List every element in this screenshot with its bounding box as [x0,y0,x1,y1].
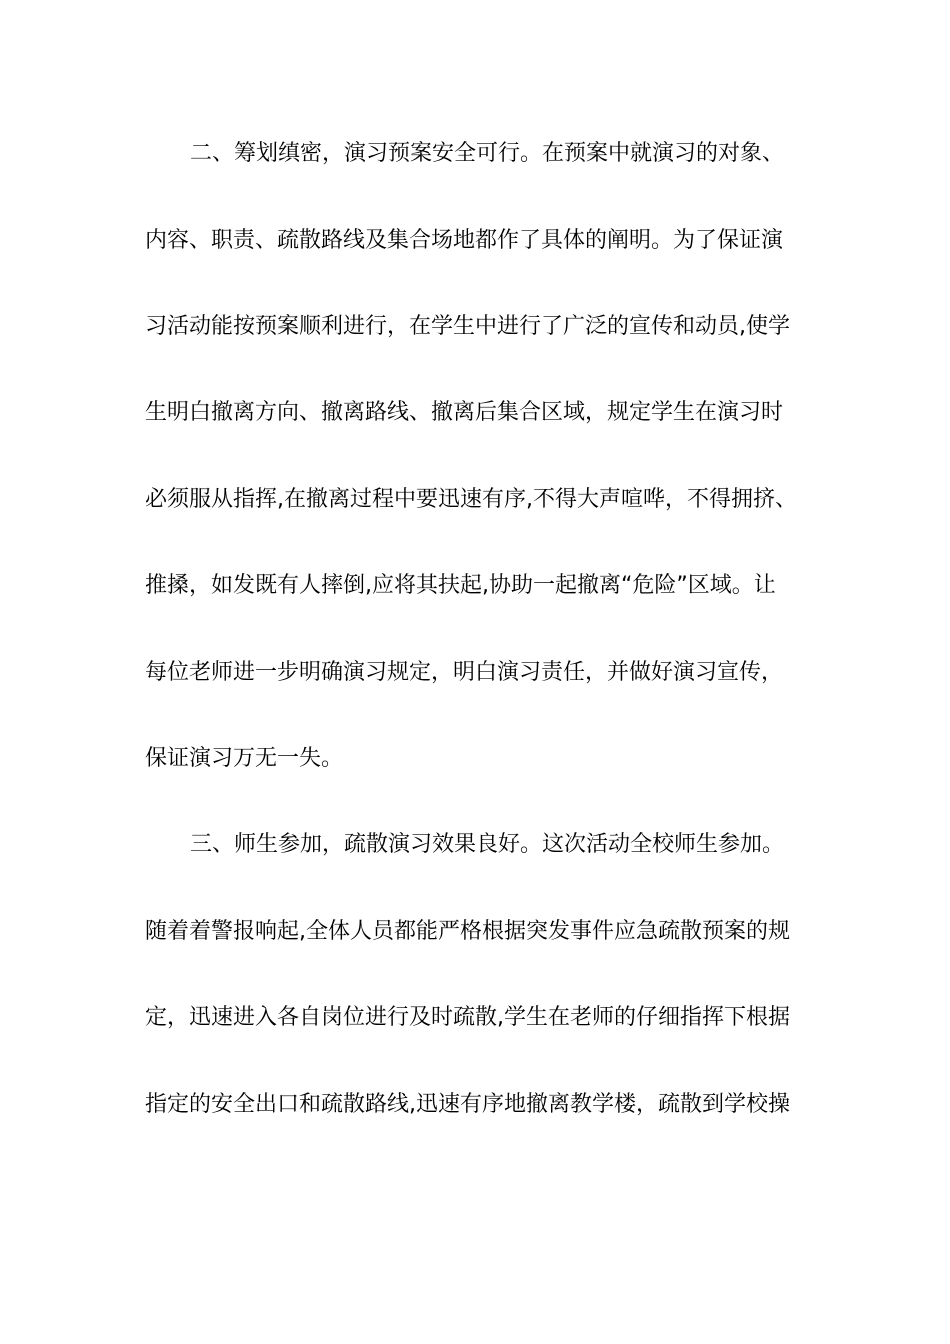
paragraph-2-line-3: 习活动能按预案顺利进行，在学生中进行了广泛的宣传和动员,使学 [145,314,790,339]
paragraph-3-line-2: 随着着警报响起,全体人员都能严格根据突发事件应急疏散预案的规 [145,919,790,944]
paragraph-3-line-1: 三、师生参加，疏散演习效果良好。这次活动全校师生参加。 [190,832,785,857]
paragraph-2-line-6: 推搡，如发既有人摔倒,应将其扶起,协助一起撤离“危险”区域。让 [145,573,776,598]
paragraph-3-line-4: 指定的安全出口和疏散路线,迅速有序地撤离教学楼，疏散到学校操 [145,1092,790,1117]
paragraph-2-line-5: 必须服从指挥,在撤离过程中要迅速有序,不得大声喧哗，不得拥挤、 [145,487,797,512]
paragraph-2-line-4: 生明白撤离方向、撤离路线、撤离后集合区域，规定学生在演习时 [145,400,784,425]
paragraph-2-line-2: 内容、职责、疏散路线及集合场地都作了具体的阐明。为了保证演 [145,228,784,253]
paragraph-3-line-3: 定，迅速进入各自岗位进行及时疏散,学生在老师的仔细指挥下根据 [145,1005,790,1030]
paragraph-2-line-7: 每位老师进一步明确演习规定，明白演习责任，并做好演习宣传， [145,660,784,685]
paragraph-2-line-8: 保证演习万无一失。 [145,746,344,771]
paragraph-2-line-1: 二、筹划缜密，演习预案安全可行。在预案中就演习的对象、 [190,141,785,166]
